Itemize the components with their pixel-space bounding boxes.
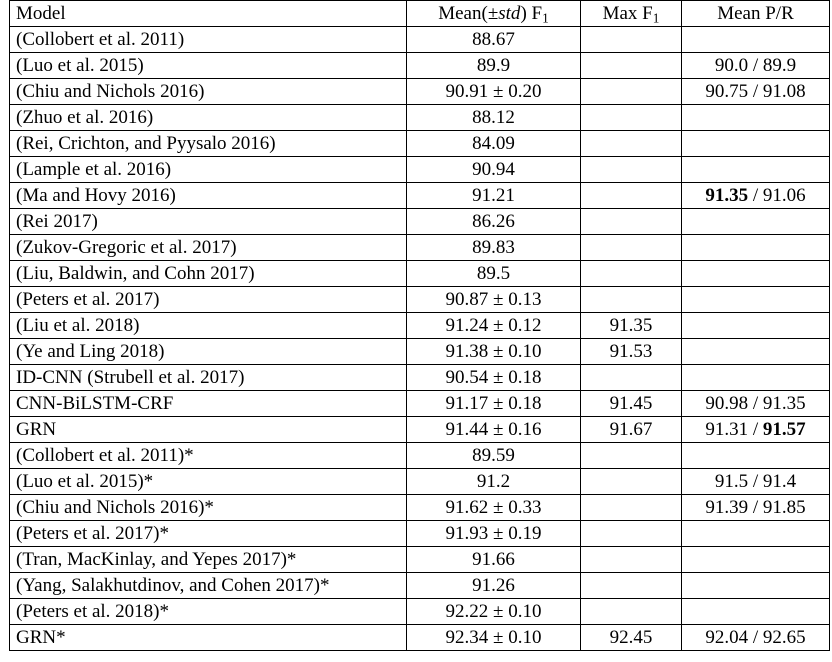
- model-cell: (Chiu and Nichols 2016): [10, 79, 407, 105]
- mean-pr-cell: 90.0 / 89.9: [682, 53, 830, 79]
- model-cell: (Luo et al. 2015)*: [10, 469, 407, 495]
- mean-pr-cell: [682, 131, 830, 157]
- model-cell: (Rei 2017): [10, 209, 407, 235]
- mean-f1-cell: 91.93 ± 0.19: [407, 521, 581, 547]
- mean-f1-cell: 91.2: [407, 469, 581, 495]
- model-cell: GRN: [10, 417, 407, 443]
- mean-f1-cell: 89.59: [407, 443, 581, 469]
- mean-pr-cell: [682, 235, 830, 261]
- table-row: [10, 339, 830, 365]
- mean-pr-cell: [682, 157, 830, 183]
- model-cell: (Peters et al. 2017)*: [10, 521, 407, 547]
- mean-f1-cell: 90.91 ± 0.20: [407, 79, 581, 105]
- mean-pr-cell: [682, 599, 830, 625]
- mean-f1-cell: 84.09: [407, 131, 581, 157]
- mean-pr-cell: 91.39 / 91.85: [682, 495, 830, 521]
- recall-value: / 91.06: [748, 185, 806, 206]
- mean-f1-cell: 91.62 ± 0.33: [407, 495, 581, 521]
- table-row: [10, 521, 830, 547]
- table-row: [10, 157, 830, 183]
- mean-f1-cell: 89.83: [407, 235, 581, 261]
- max-f1-cell: [581, 235, 682, 261]
- max-f1-cell: [581, 495, 682, 521]
- model-cell: (Chiu and Nichols 2016)*: [10, 495, 407, 521]
- model-cell: (Peters et al. 2018)*: [10, 599, 407, 625]
- mean-pr-cell: [682, 547, 830, 573]
- table-row: [10, 469, 830, 495]
- model-cell: (Collobert et al. 2011)*: [10, 443, 407, 469]
- mean-pr-cell: [682, 365, 830, 391]
- table-row-grn: [10, 417, 830, 443]
- max-f1-cell: [581, 443, 682, 469]
- mean-pr-cell: [682, 339, 830, 365]
- table-row: [10, 79, 830, 105]
- mean-pr-cell: 90.98 / 91.35: [682, 391, 830, 417]
- max-f1-cell: [581, 105, 682, 131]
- mean-f1-cell: 91.21: [407, 183, 581, 209]
- mean-pr-cell: [682, 287, 830, 313]
- model-cell: (Peters et al. 2017): [10, 287, 407, 313]
- mean-f1-cell: 89.5: [407, 261, 581, 287]
- precision-value: 91.31 /: [705, 419, 763, 440]
- mean-pr-cell: [682, 261, 830, 287]
- header-row: [10, 1, 830, 27]
- table-row: [10, 105, 830, 131]
- max-f1-cell: [581, 157, 682, 183]
- max-f1-cell: [581, 547, 682, 573]
- max-f1-cell: [581, 469, 682, 495]
- mean-pr-cell: [682, 443, 830, 469]
- model-cell: (Zukov-Gregoric et al. 2017): [10, 235, 407, 261]
- table-row: [10, 27, 830, 53]
- best-recall-value: 91.57: [762, 419, 806, 440]
- table-row: [10, 287, 830, 313]
- table-row: [10, 391, 830, 417]
- mean-pr-cell: [682, 521, 830, 547]
- model-cell: (Yang, Salakhutdinov, and Cohen 2017)*: [10, 573, 407, 599]
- model-cell: (Zhuo et al. 2016): [10, 105, 407, 131]
- mean-f1-cell: 91.44 ± 0.16: [407, 417, 581, 443]
- mean-f1-cell: 90.54 ± 0.18: [407, 365, 581, 391]
- model-cell: ID-CNN (Strubell et al. 2017): [10, 365, 407, 391]
- table-row: [10, 573, 830, 599]
- max-f1-cell: 91.67: [581, 417, 682, 443]
- results-table: [9, 0, 830, 651]
- header-mean-pr: Mean P/R: [682, 1, 830, 27]
- mean-f1-cell: 89.9: [407, 53, 581, 79]
- max-f1-cell: [581, 365, 682, 391]
- mean-f1-cell: 88.12: [407, 105, 581, 131]
- mean-pr-cell: [682, 313, 830, 339]
- max-f1-cell: [581, 209, 682, 235]
- max-f1-cell: [581, 131, 682, 157]
- mean-pr-cell: 91.5 / 91.4: [682, 469, 830, 495]
- max-f1-cell: [581, 27, 682, 53]
- table-row: [10, 261, 830, 287]
- mean-f1-cell: 91.26: [407, 573, 581, 599]
- max-f1-cell: [581, 573, 682, 599]
- header-max-f1: Max $F_1$: [581, 1, 682, 27]
- best-precision-value: 91.35: [705, 185, 749, 206]
- mean-f1-cell: 91.24 ± 0.12: [407, 313, 581, 339]
- max-f1-cell: [581, 79, 682, 105]
- table-row: [10, 183, 830, 209]
- table-row: [10, 599, 830, 625]
- table-row: [10, 313, 830, 339]
- mean-pr-cell: 92.04 / 92.65: [682, 625, 830, 651]
- max-f1-cell: [581, 261, 682, 287]
- table-row: [10, 443, 830, 469]
- table-row: [10, 495, 830, 521]
- max-f1-cell: [581, 521, 682, 547]
- mean-pr-cell: [682, 183, 830, 209]
- max-f1-cell: 92.45: [581, 625, 682, 651]
- table-row: [10, 53, 830, 79]
- max-f1-cell: 91.45: [581, 391, 682, 417]
- mean-f1-cell: 88.67: [407, 27, 581, 53]
- model-cell: (Ma and Hovy 2016): [10, 183, 407, 209]
- mean-f1-cell: 92.34 ± 0.10: [407, 625, 581, 651]
- mean-pr-cell: [682, 105, 830, 131]
- mean-f1-cell: 92.22 ± 0.10: [407, 599, 581, 625]
- mean-pr-cell: [682, 27, 830, 53]
- table-row: [10, 131, 830, 157]
- table-row: [10, 235, 830, 261]
- max-f1-cell: [581, 183, 682, 209]
- table-row: [10, 365, 830, 391]
- max-f1-cell: 91.53: [581, 339, 682, 365]
- header-model: Model: [10, 1, 407, 27]
- table-row-grn-ext: [10, 625, 830, 651]
- model-cell: (Lample et al. 2016): [10, 157, 407, 183]
- mean-f1-cell: 86.26: [407, 209, 581, 235]
- model-cell: (Luo et al. 2015): [10, 53, 407, 79]
- model-cell: (Ye and Ling 2018): [10, 339, 407, 365]
- max-f1-cell: [581, 287, 682, 313]
- mean-pr-cell: 90.75 / 91.08: [682, 79, 830, 105]
- mean-pr-cell: [682, 209, 830, 235]
- mean-f1-cell: 91.17 ± 0.18: [407, 391, 581, 417]
- mean-pr-cell: [682, 573, 830, 599]
- mean-f1-cell: 90.94: [407, 157, 581, 183]
- model-cell: (Rei, Crichton, and Pyysalo 2016): [10, 131, 407, 157]
- max-f1-cell: [581, 599, 682, 625]
- mean-f1-cell: 91.38 ± 0.10: [407, 339, 581, 365]
- model-cell: GRN*: [10, 625, 407, 651]
- model-cell: CNN-BiLSTM-CRF: [10, 391, 407, 417]
- table-row: [10, 547, 830, 573]
- model-cell: (Collobert et al. 2011): [10, 27, 407, 53]
- mean-f1-cell: 91.66: [407, 547, 581, 573]
- max-f1-cell: [581, 53, 682, 79]
- model-cell: (Liu et al. 2018): [10, 313, 407, 339]
- header-mean-f1: Mean(±std) $F_1$: [407, 1, 581, 27]
- model-cell: (Liu, Baldwin, and Cohn 2017): [10, 261, 407, 287]
- max-f1-cell: 91.35: [581, 313, 682, 339]
- table-row: [10, 209, 830, 235]
- mean-f1-cell: 90.87 ± 0.13: [407, 287, 581, 313]
- mean-pr-cell: [682, 417, 830, 443]
- model-cell: (Tran, MacKinlay, and Yepes 2017)*: [10, 547, 407, 573]
